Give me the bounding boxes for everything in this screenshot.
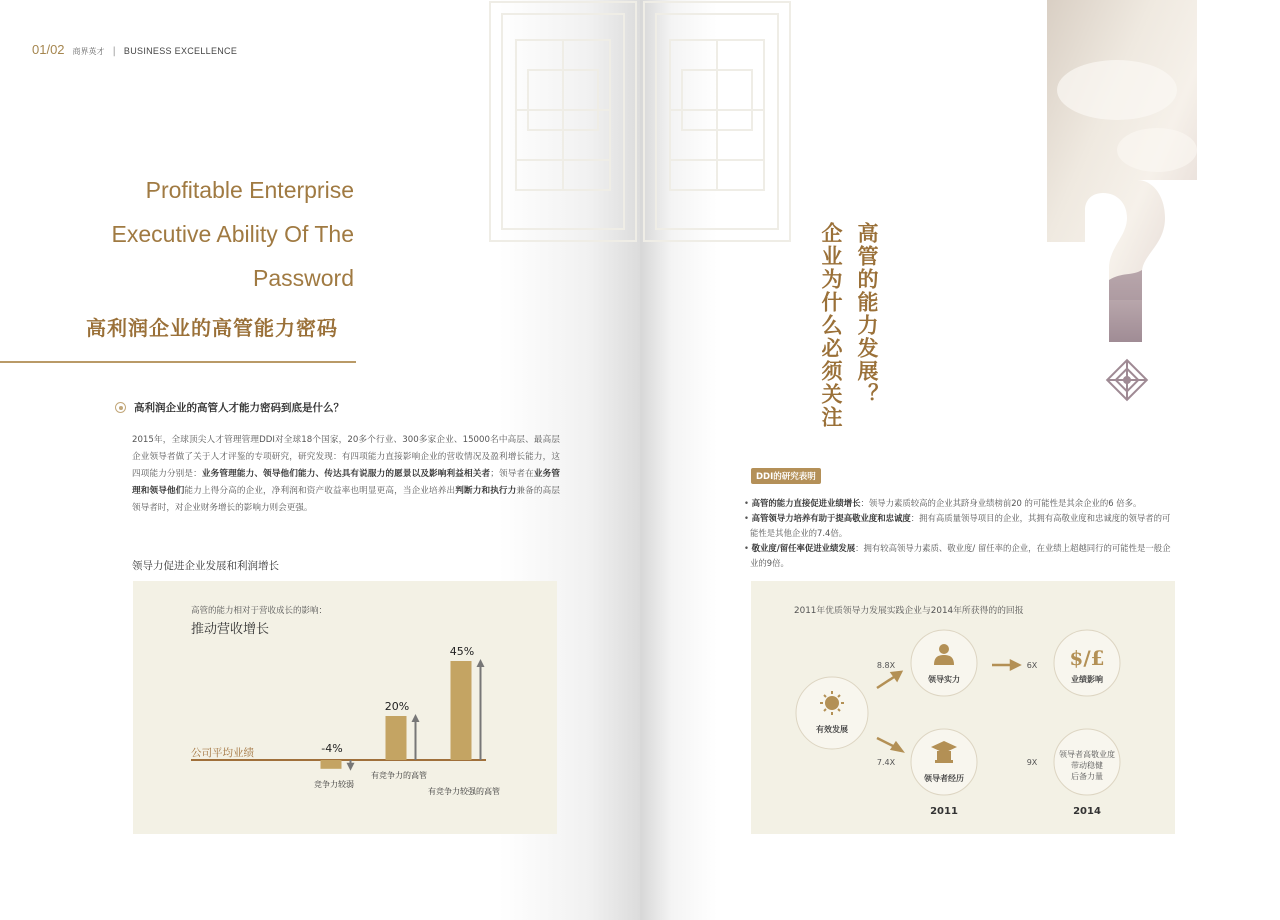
year-2014: 2014 [1073, 806, 1101, 817]
bar-category-label: 有竞争力较强的高管 [428, 787, 500, 796]
target-bullet-icon [115, 402, 126, 413]
arrow-head [892, 743, 902, 751]
body-text-run: 兼备的高层领导者时，对企业财务增长的影响力则会更强。 [132, 486, 560, 513]
strength-node-label: 领导实力 [928, 675, 960, 684]
body-text-run: ；领导者在 [490, 469, 534, 479]
title-divider [0, 361, 356, 363]
page-number: 01/02 [32, 42, 65, 57]
bar-value-label: 20% [384, 700, 410, 713]
body-paragraph [132, 432, 560, 517]
bullet-heading: 高管的能力直接促进业绩增长 [751, 498, 861, 508]
body-text-bold: 业务管理能力、领导他们能力、传达具有说服力的愿景以及影响利益相关者 [201, 469, 491, 479]
year-2011: 2011 [930, 806, 958, 817]
engagement-label-line: 领导者高敬业度 [1059, 750, 1115, 759]
bar [386, 716, 407, 760]
bar-value-label: 45% [449, 645, 475, 658]
business-node-label: 业绩影响 [1071, 675, 1103, 684]
english-title [112, 168, 354, 300]
vertical-title-line-2: 企业为什么必须关注 [819, 222, 843, 429]
multiplier-strength: 8.8X [876, 661, 896, 670]
bullet-text: ：领导力素质较高的企业其跻身业绩榜前20 的可能性是其余企业的6 倍多。 [860, 498, 1142, 508]
experience-node-label: 领导者经历 [924, 774, 964, 783]
section-name-cn: 商界英才 [72, 47, 105, 56]
section-name-en: BUSINESS EXCELLENCE [123, 46, 238, 56]
engagement-label-line: 后备力量 [1071, 772, 1103, 781]
currency-icon: $/£ [1069, 646, 1105, 670]
pattern-decoration [488, 0, 792, 243]
bar-value-label: -4% [321, 742, 343, 755]
bullet-text: ：拥有高质量领导项目的企业，其拥有高敬业度和忠诚度的领导者的可能性是其他企业的7.4倍。 [750, 513, 1171, 538]
chart-title: 推动营收增长 [191, 622, 270, 637]
ddi-research-tag: DDI的研究表明 [751, 468, 821, 484]
body-text-run: 能力上得分高的企业，净利润和资产收益率也明显更高，当企业培养出 [184, 486, 456, 496]
body-text-run: 2015年，全球顶尖人才管理管理DDI对全球18个国家，20多个行业、300多家企业、15000名中高层、最高层企业领导者做了关于人才评鉴的专项研究，研究发现：有四项能力直接影响企业的营收情况及盈利增长能力，这四项能力分别是： [132, 435, 560, 479]
question-heading [115, 400, 344, 415]
bullet-text: ：拥有较高领导力素质、敬业度/ 留任率的企业，在业绩上超越同行的可能性是一般企业的9倍。 [750, 543, 1171, 568]
english-title-line: Password [253, 265, 354, 291]
body-text-bold: 业务管理和领导他们 [132, 469, 560, 496]
question-text: 高利润企业的高管人才能力密码到底是什么？ [134, 402, 344, 414]
multiplier-business: 6X [1026, 661, 1038, 670]
header-separator: | [112, 46, 116, 57]
bullet-item: • 高管领导力培养有助于提高敬业度和忠诚度：拥有高质量领导项目的企业，其拥有高敬业度和忠诚度的领导者的可能性是其他企业的7.4倍。 [744, 513, 1171, 538]
english-title-line: Executive Ability Of The [111, 221, 354, 247]
vertical-title-line-1: 高管的能力发展？ [855, 222, 879, 406]
multiplier-engagement: 9X [1026, 758, 1038, 767]
bar-category-label: 有竞争力的高管 [371, 771, 427, 780]
returns-diagram [751, 581, 1175, 834]
bar-category-label: 竞争力较弱 [314, 779, 354, 789]
decline-arrow-head [347, 763, 355, 771]
growth-arrow-head [412, 714, 420, 722]
center-node-label: 有效发展 [816, 725, 848, 734]
body-text-bold: 判断力和执行力 [455, 486, 517, 496]
bullet-item: • 高管的能力直接促进业绩增长：领导力素质较高的企业其跻身业绩榜前20 的可能性是其余企业的6 倍多。 [744, 498, 1142, 508]
baseline-label: 公司平均业绩 [191, 747, 254, 759]
growth-arrow-head [477, 659, 485, 667]
engagement-label-line: 带动稳健 [1071, 761, 1103, 770]
chart-section-label: 领导力促进企业发展和利润增长 [132, 560, 279, 572]
bullet-heading: 敬业度/留任率促进业绩发展 [751, 543, 856, 553]
multiplier-experience: 7.4X [876, 758, 896, 767]
arrow-head [1011, 661, 1019, 669]
bullet-heading: 高管领导力培养有助于提高敬业度和忠诚度 [751, 513, 911, 523]
running-header [32, 42, 237, 57]
chart-subtitle: 高管的能力相对于营收成长的影响： [191, 606, 328, 616]
bullet-item: • 敬业度/留任率促进业绩发展：拥有较高领导力素质、敬业度/ 留任率的企业，在业绩上超越同行的可能性是一般企业的9倍。 [744, 543, 1171, 568]
bar [451, 661, 472, 760]
bar-chart [133, 581, 557, 834]
bar [321, 760, 342, 769]
sky-question-mark-image [1047, 0, 1197, 342]
chinese-title: 高利润企业的高管能力密码 [86, 316, 338, 340]
english-title-line: Profitable Enterprise [145, 177, 354, 203]
diagram-title: 2011年优质领导力发展实践企业与2014年所获得的的回报 [794, 606, 1024, 616]
ornament-icon [1104, 357, 1150, 403]
research-bullets [744, 496, 1176, 571]
